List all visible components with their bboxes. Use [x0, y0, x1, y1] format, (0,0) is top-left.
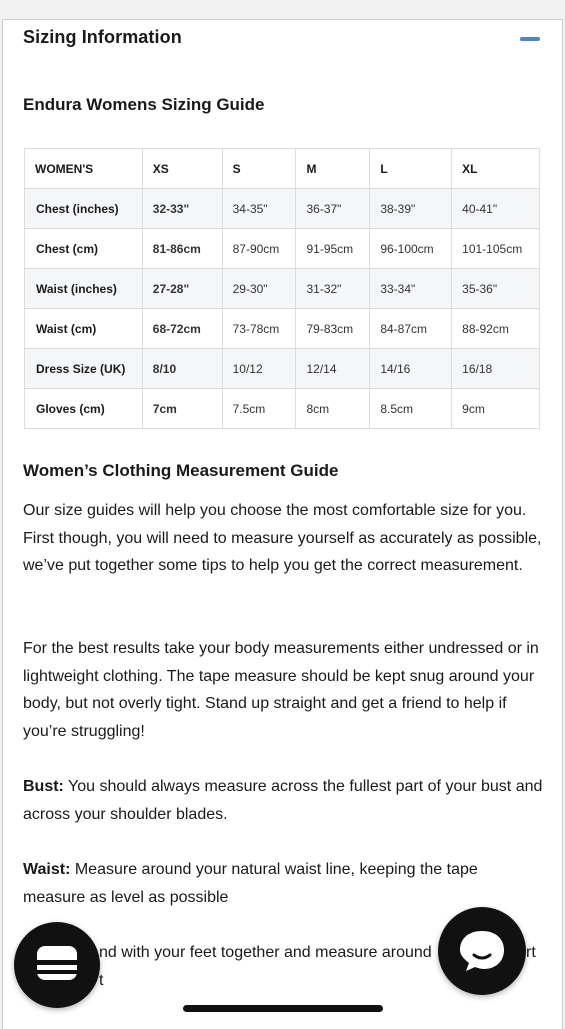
row-label: Dress Size (UK) — [25, 349, 143, 389]
table-cell: 34-35" — [222, 189, 296, 229]
row-label: Chest (inches) — [25, 189, 143, 229]
table-cell: 88-92cm — [452, 309, 540, 349]
table-row — [25, 349, 540, 389]
table-cell: 7.5cm — [222, 389, 296, 429]
table-cell: 33-34" — [370, 269, 452, 309]
row-label: Gloves (cm) — [25, 389, 143, 429]
table-cell: 73-78cm — [222, 309, 296, 349]
bust-label: Bust: — [23, 778, 64, 795]
table-cell: 8.5cm — [370, 389, 452, 429]
bust-text: You should always measure across the fullest part of your bust and across your shoulder blades. — [23, 778, 543, 823]
home-indicator — [183, 1005, 383, 1012]
table-row — [25, 229, 540, 269]
table-cell: 31-32" — [296, 269, 370, 309]
table-cell: 79-83cm — [296, 309, 370, 349]
chat-glyph — [438, 907, 526, 995]
table-cell: 38-39" — [370, 189, 452, 229]
table-cell: 14/16 — [370, 349, 452, 389]
guide-title: Endura Womens Sizing Guide — [23, 95, 265, 114]
table-cell: 12/14 — [296, 349, 370, 389]
waist-text: Measure around your natural waist line, keeping the tape measure as level as possible — [23, 861, 478, 906]
table-cell: 91-95cm — [296, 229, 370, 269]
table-row — [25, 309, 540, 349]
partial-paragraph-end: rt — [526, 944, 536, 961]
section-title[interactable]: Sizing Information — [23, 27, 182, 47]
waist-label: Waist: — [23, 861, 71, 878]
table-cell: 27-28" — [142, 269, 222, 309]
intro-paragraph: Our size guides will help you choose the most comfortable size for you. First though, you will need to measure yourself as accurately as possible, we’ve put together some tips to help you get the correct measurement. — [23, 502, 542, 574]
table-cell: 36-37" — [296, 189, 370, 229]
tips-paragraph: For the best results take your body measurements either undressed or in lightweight clothing. The tape measure should be kept snug around your body, but not overly tight. Stand up straight and get a friend to help if you’re struggling! — [23, 640, 539, 740]
table-cell: 9cm — [452, 389, 540, 429]
table-cell: 81-86cm — [142, 229, 222, 269]
row-label: Waist (cm) — [25, 309, 143, 349]
table-header-row — [25, 149, 540, 189]
row-label: Chest (cm) — [25, 229, 143, 269]
table-cell: 96-100cm — [370, 229, 452, 269]
table-cell: 8/10 — [142, 349, 222, 389]
table-cell: 101-105cm — [452, 229, 540, 269]
table-cell: 8cm — [296, 389, 370, 429]
table-cell: 84-87cm — [370, 309, 452, 349]
chat-icon[interactable] — [438, 907, 526, 995]
table-cell: 10/12 — [222, 349, 296, 389]
table-cell: 29-30" — [222, 269, 296, 309]
header-cell: M — [296, 149, 370, 189]
header-cell: S — [222, 149, 296, 189]
table-cell: 35-36" — [452, 269, 540, 309]
chat-bubble-icon[interactable] — [14, 922, 100, 1008]
table-cell: 32-33" — [142, 189, 222, 229]
table-cell: 7cm — [142, 389, 222, 429]
table-cell: 40-41" — [452, 189, 540, 229]
header-cell: L — [370, 149, 452, 189]
bust-paragraph — [23, 773, 543, 828]
size-table — [24, 148, 540, 429]
header-cell: XS — [142, 149, 222, 189]
partial-paragraph: nd with your feet together and measure around t — [99, 944, 432, 989]
table-row — [25, 189, 540, 229]
table-cell: 16/18 — [452, 349, 540, 389]
table-row — [25, 389, 540, 429]
chat-bubble-glyph — [14, 922, 100, 1008]
table-cell: 87-90cm — [222, 229, 296, 269]
minus-icon[interactable] — [520, 37, 540, 41]
top-bar — [0, 0, 565, 19]
row-label: Waist (inches) — [25, 269, 143, 309]
table-row — [25, 269, 540, 309]
waist-paragraph — [23, 856, 543, 911]
header-cell: WOMEN'S — [25, 149, 143, 189]
table-cell: 68-72cm — [142, 309, 222, 349]
measurement-title: Women’s Clothing Measurement Guide — [23, 461, 339, 480]
header-cell: XL — [452, 149, 540, 189]
